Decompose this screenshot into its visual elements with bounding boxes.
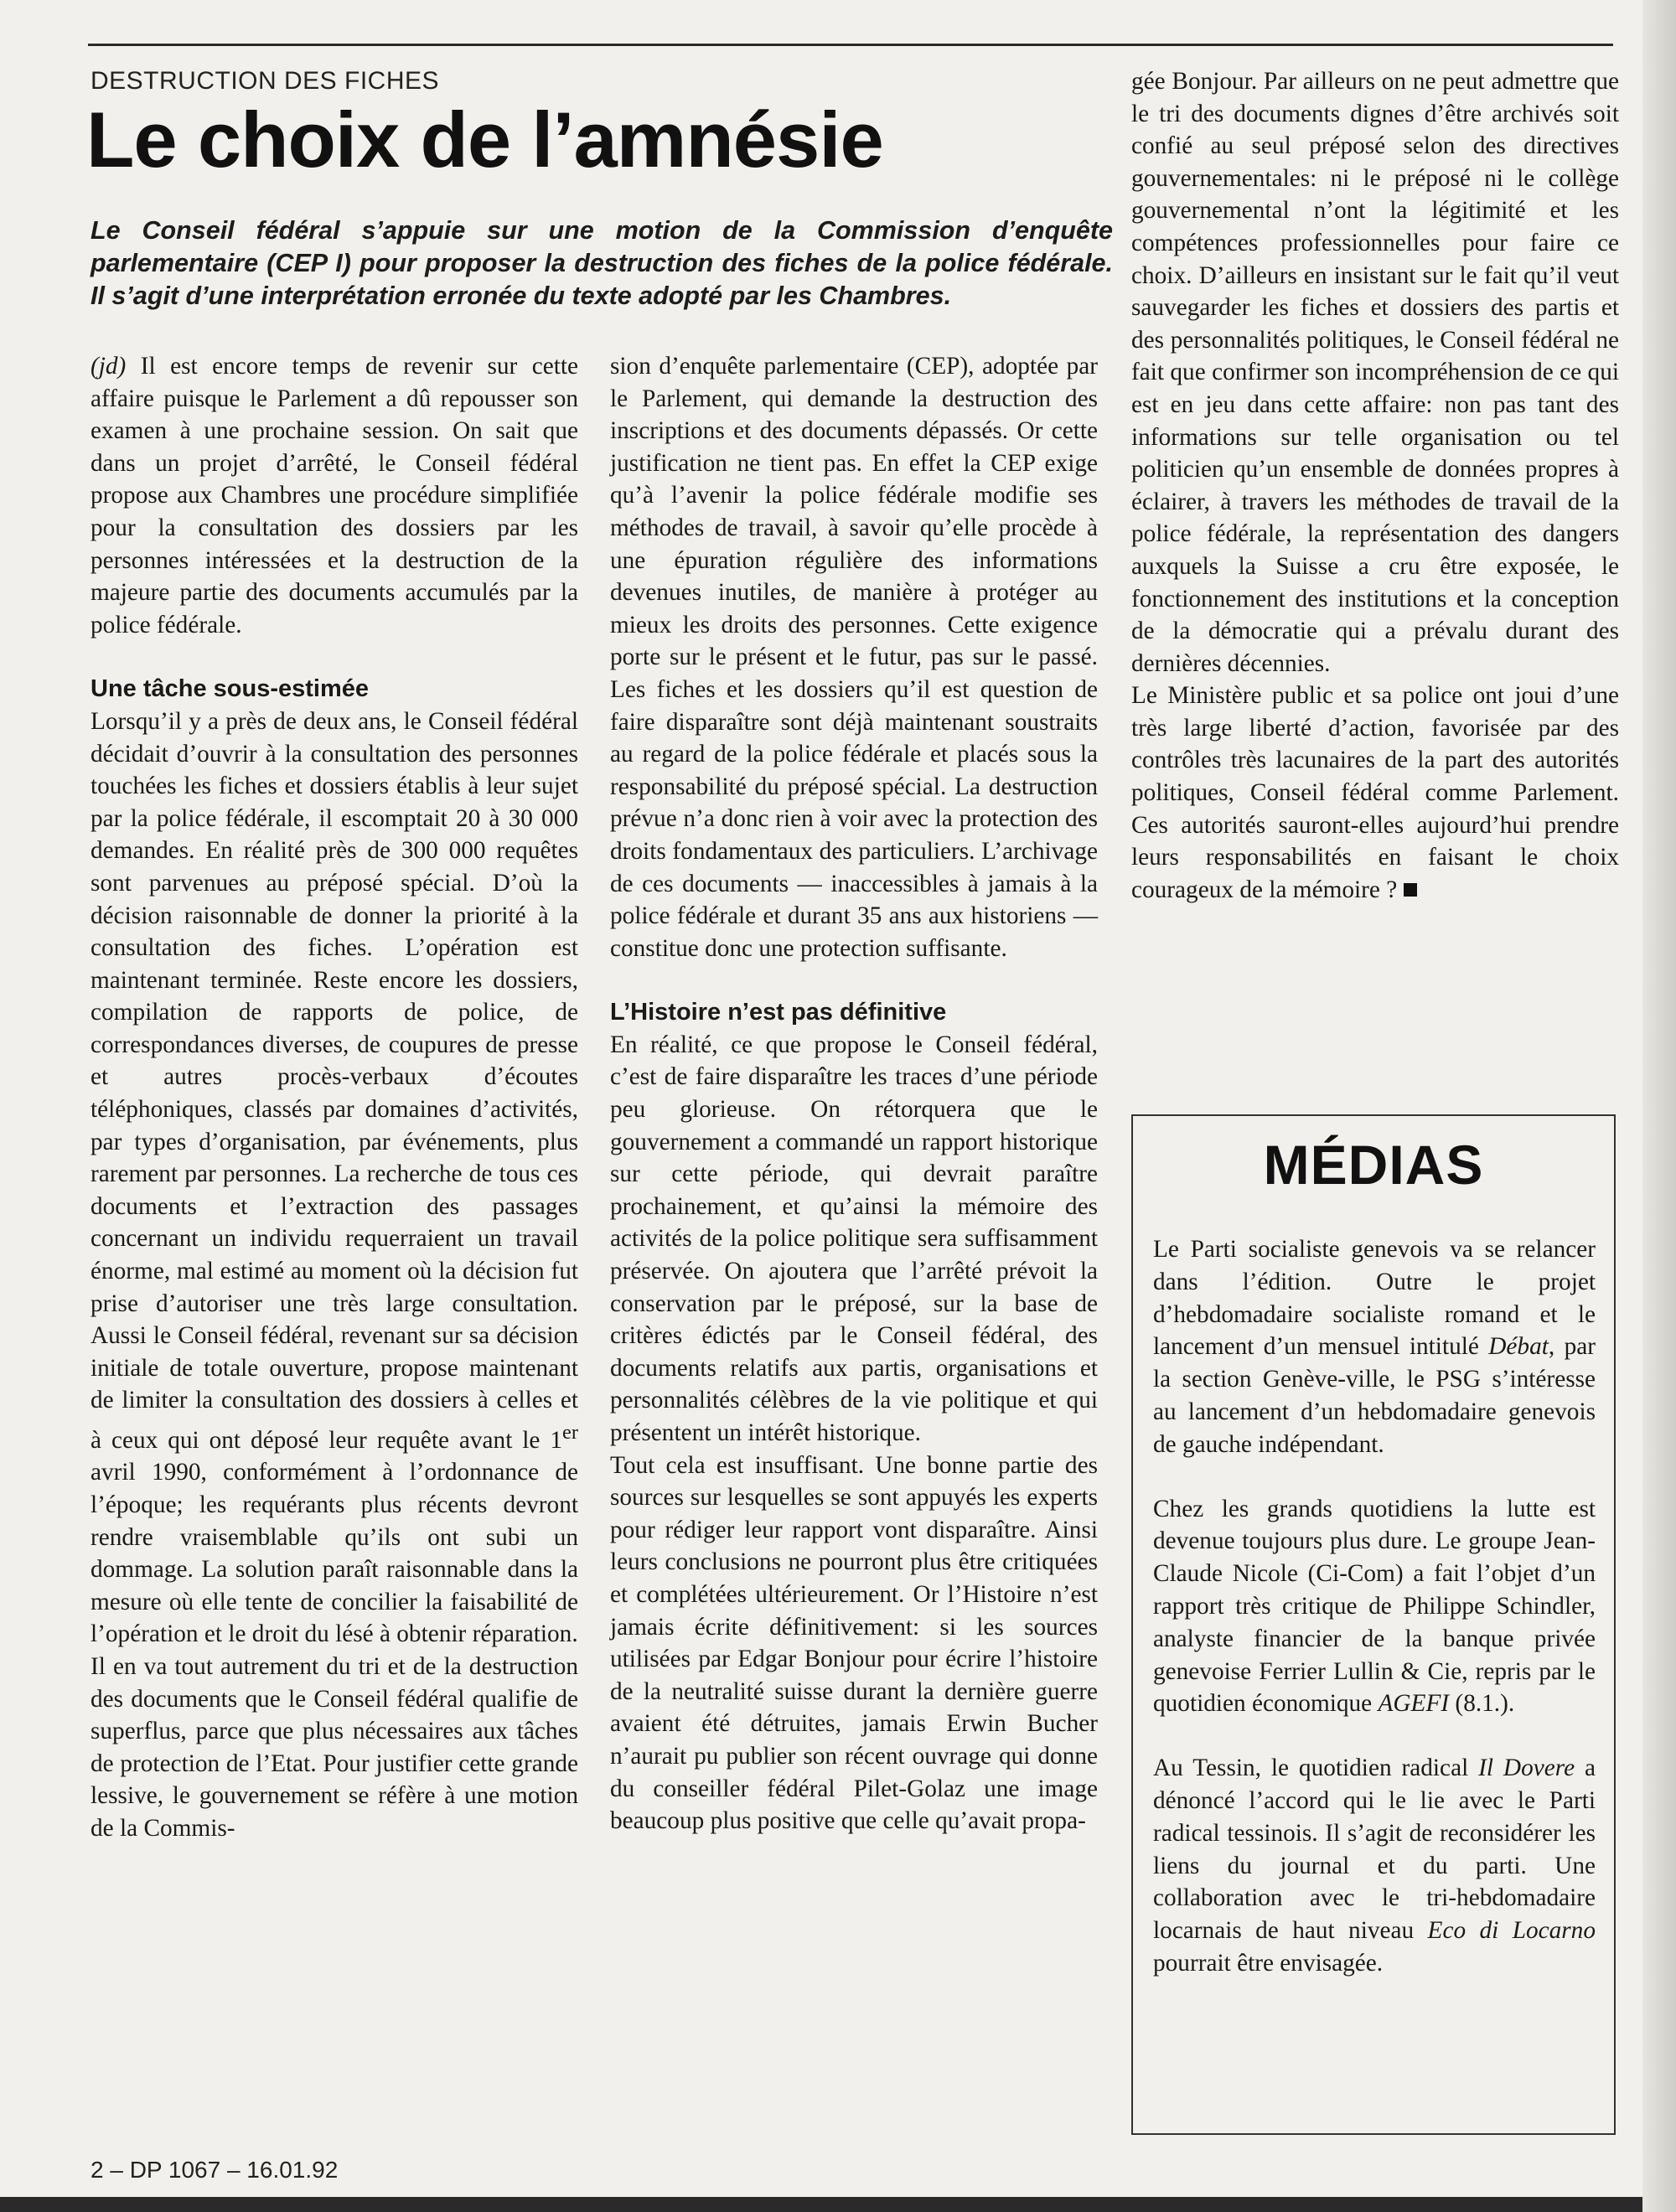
- paragraph-text: Il est encore temps de revenir sur cette affaire puisque le Parlement a dû repousser son examen à une prochaine session. On sait que dans un projet d’arrêté, le Conseil fédéral propose aux Chambres une procédure simplifiée pour la consultation des dossiers par les personnes intéressées et la destruction de la majeure partie des documents accumulés par la police fédérale.: [91, 353, 578, 638]
- spacer: [610, 964, 1098, 996]
- paragraph: Tout cela est insuffisant. Une bonne partie des sources sur lesquelles se sont appuyés les experts pour rédiger leur rapport vont disparaître. Ainsi leurs conclusions ne pourront plus être critiquées et complétées ultérieurement. Or l’Histoire n’est jamais écrite définitivement: si les sources utilisées par Edgar Bonjour pour écrire l’histoire de la neutralité suisse durant la dernière guerre avaient été détruites, jamais Erwin Bucher n’aurait pu publier son récent ouvrage qui donne du conseiller fédéral Pilet-Golaz une image beaucoup plus positive que celle qu’avait propa-: [610, 1451, 1098, 1835]
- paragraph-text: , par la section Genève-ville, le PSG s’intéresse au lancement d’un hebdomadaire genevois de gauche indépendant.: [1153, 1333, 1596, 1458]
- article-column-2: [610, 350, 1098, 1837]
- paragraph-text: avril 1990, conformément à l’ordonnance de l’époque; les requérants plus récents devront rendre vraisemblable qu’ils ont subi un dommage. La solution paraît raisonnable dans la mesure où elle tente de concilier la faisabilité de l’opération et le droit du lésé à obtenir réparation.: [91, 1459, 578, 1648]
- superscript: er: [562, 1421, 578, 1444]
- paragraph-text: Le Parti socialiste genevois va se relancer dans l’édition. Outre le projet d’hebdomadaire socialiste romand et le lancement d’un mensuel intitulé: [1153, 1236, 1596, 1361]
- article-lead: Le Conseil fédéral s’appuie sur une motion de la Commission d’enquête parlementaire (CEP I) pour proposer la destruction des fiches de la police fédérale. Il s’agit d’une interprétation erronée du texte adopté par les Chambres.: [91, 216, 1113, 310]
- paragraph: sion d’enquête parlementaire (CEP), adoptée par le Parlement, qui demande la destruction des inscriptions et des documents dépassés. Or cette justification ne tient pas. En effet la CEP exige qu’à l’avenir la police fédérale modifie ses méthodes de travail, à savoir qu’elle procède à une épuration régulière des informations devenues inutiles, de manière à protéger au mieux les droits des personnes. Cette exigence porte sur le présent et le futur, pas sur le passé. Les fiches et les dossiers qu’il est question de faire disparaître sont déjà maintenant soustraits au regard de la police fédérale et placés sous la responsabilité du préposé spécial. La destruction prévue n’a donc rien à voir avec la protection des droits fondamentaux des particuliers. L’archivage de ces documents — inaccessibles à jamais à la police fédérale et durant 35 ans aux historiens — constitue donc une protection suffisante.: [610, 353, 1098, 962]
- paragraph-text: Chez les grands quotidiens la lutte est devenue toujours plus dure. Le groupe Jean-Claude Nicole (Ci-Com) a fait l’objet d’un rapport très critique de Philippe Schindler, analyste financier de la banque privée genevoise Ferrier Lullin & Cie, repris par le quotidien économique: [1153, 1495, 1596, 1718]
- paragraph: [1131, 680, 1619, 906]
- paragraph: gée Bonjour. Par ailleurs on ne peut admettre que le tri des documents dignes d’être archivés soit confié au seul préposé selon des directives gouvernementales: ni le préposé ni le collège gouvernemental n’ont la légitimité et les compétences professionnelles pour faire ce choix. D’ailleurs en insistant sur le fait qu’il veut sauvegarder les fiches et dossiers des partis et des personnalités politiques, le Conseil fédéral ne fait que confirmer son incompréhension de ce qui est en jeu dans cette affaire: non pas tant des informations sur telle organisation ou tel politicien qu’un ensemble de données propres à éclairer, à travers les méthodes de travail de la police fédérale, la représentation des dangers auxquels la Suisse a cru être exposée, le fonctionnement des institutions et la conception de la démocratie qui a prévalu durant des dernières décennies.: [1131, 68, 1619, 677]
- publication-title: AGEFI: [1378, 1690, 1450, 1718]
- article-column-3: [1131, 65, 1619, 906]
- paragraph: [1153, 1233, 1596, 1461]
- paragraph: [91, 705, 578, 1651]
- paragraph-text: (8.1.).: [1449, 1690, 1515, 1718]
- paragraph: Il en va tout autrement du tri et de la destruction des documents que le Conseil fédéral qualifie de superflus, parce que plus nécessaires aux tâches de protection de l’Etat. Pour justifier cette grande lessive, le gouvernement se réfère à une motion de la Commis-: [91, 1652, 578, 1842]
- publication-title: Débat: [1488, 1333, 1549, 1361]
- author-initials: (jd): [91, 353, 127, 380]
- paragraph: [91, 350, 578, 641]
- medias-sidebar-box: [1131, 1114, 1616, 2135]
- paragraph: [1153, 1493, 1596, 1721]
- subheading: L’Histoire n’est pas définitive: [610, 999, 947, 1026]
- paragraph: En réalité, ce que propose le Conseil fédéral, c’est de faire disparaître les traces d’une période peu glorieuse. On rétorquera que le gouvernement a commandé un rapport historique sur cette période, qui devrait paraître prochainement, et qu’ainsi la mémoire des activités de la police politique sera suffisamment préservée. On ajoutera que l’arrêté prévoit la conservation par le préposé, sur la base de critères édictés par le Conseil fédéral, des documents relatifs aux partis, organisations et personnalités célèbres de la vie politique et qui présentent un intérêt historique.: [610, 1031, 1098, 1446]
- publication-title: Eco di Locarno: [1427, 1917, 1596, 1945]
- page-footer: 2 – DP 1067 – 16.01.92: [91, 2157, 339, 2183]
- paragraph-text: pourrait être envisagée.: [1153, 1949, 1384, 1977]
- paragraph-text: a dénoncé l’accord qui le lie avec le Parti radical tessinois. Il s’agit de reconsidérer les liens du journal et du parti. Une collaboration avec le tri-hebdomadaire locarnais de haut niveau: [1153, 1755, 1596, 1945]
- paragraph-text: Le Ministère public et sa police ont joui d’une très large liberté d’action, favorisée par des contrôles très lacunaires de la part des autorités politiques, Conseil fédéral comme Parlement. Ces autorités sauront-elles aujourd’hui prendre leurs responsabilités en faisant le choix courageux de la mémoire ?: [1131, 682, 1619, 903]
- end-of-article-icon: [1404, 883, 1417, 897]
- article-column-1: [91, 350, 578, 1844]
- subheading: Une tâche sous-estimée: [91, 675, 370, 703]
- sidebar-title: MÉDIAS: [1263, 1134, 1484, 1196]
- bottom-band: [0, 2197, 1676, 2212]
- scan-edge: [1642, 0, 1676, 2212]
- spacer: [91, 641, 578, 673]
- article-headline: Le choix de l’amnésie: [86, 96, 883, 183]
- paragraph: [1153, 1752, 1596, 1980]
- section-kicker: DESTRUCTION DES FICHES: [91, 67, 440, 95]
- paragraph-text: Lorsqu’il y a près de deux ans, le Conseil fédéral décidait d’ouvrir à la consultation des personnes touchées les fiches et dossiers établis à leur sujet par la police fédérale, il escomptait 20 à 30 000 demandes. En réalité près de 300 000 requêtes sont parvenues au préposé spécial. D’où la décision raisonnable de donner la priorité à la consultation des fiches. L’opération est maintenant terminée. Reste encore les dossiers, compilation de rapports de police, de correspondances diverses, de coupures de presse et autres procès-verbaux d’écoutes téléphoniques, classés par domaines d’activités, par types d’organisation, par événements, plus rarement par personnes. La recherche de tous ces documents et l’extraction des passages concernant un individu requerraient un travail énorme, mal estimé au moment où la décision fut prise d’autoriser une très large consultation. Aussi le Conseil fédéral, revenant sur sa décision initiale de totale ouverture, propose maintenant de limiter la consultation des dossiers à celles et à ceux qui ont déposé leur requête avant le 1: [91, 707, 578, 1454]
- top-rule: [88, 44, 1613, 46]
- sidebar-text: [1153, 1233, 1596, 2012]
- paragraph-text: Au Tessin, le quotidien radical: [1153, 1755, 1479, 1782]
- publication-title: Il Dovere: [1478, 1755, 1575, 1782]
